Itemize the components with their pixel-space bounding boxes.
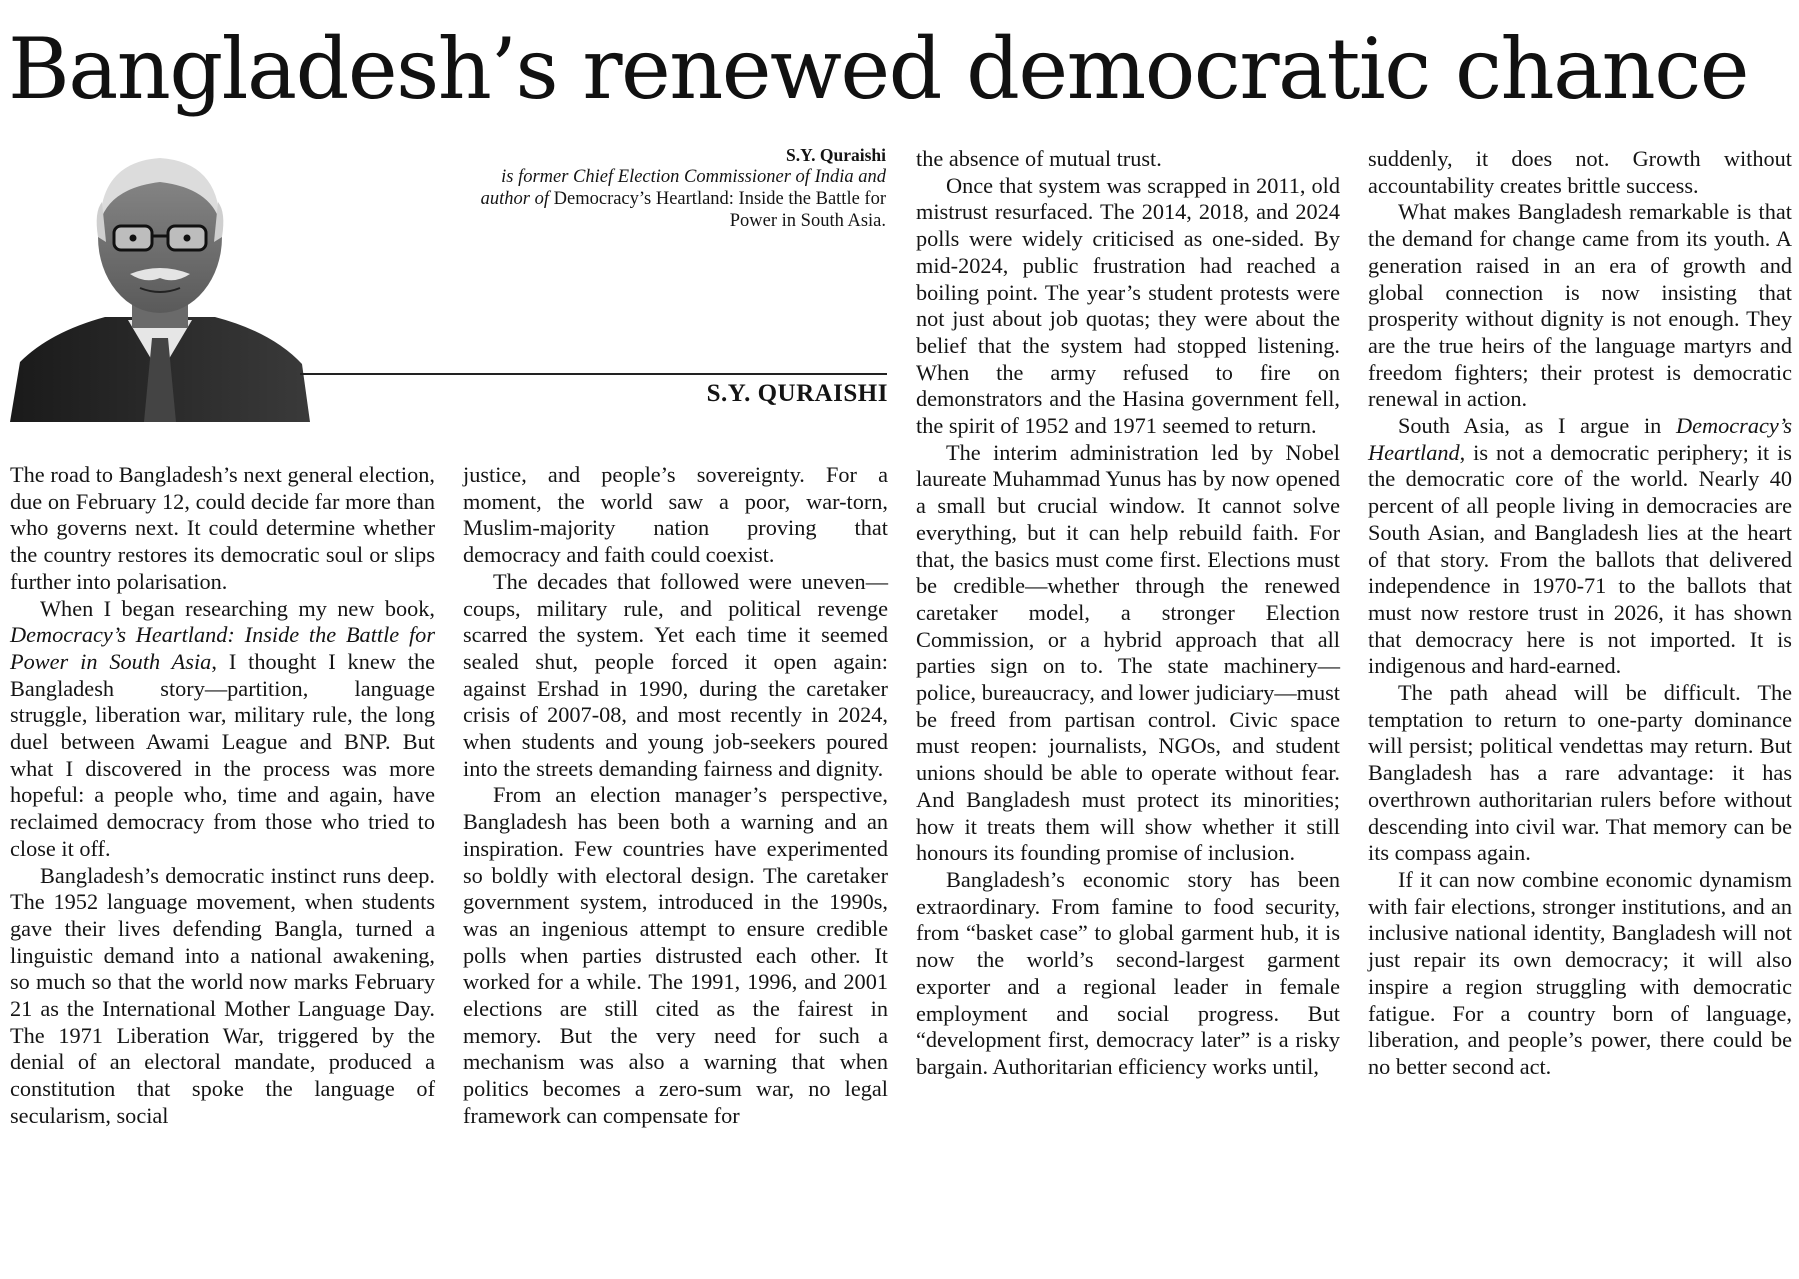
article-column-2 — [463, 462, 888, 1130]
paragraph: Bangladesh’s economic story has been extraordinary. From famine to food security, from “basket case” to global garment hub, it is now the world’s second-largest garment exporter and a regional leader in female employment and social progress. But “development first, democracy later” is a risky bargain. Authoritarian efficiency works until, — [916, 866, 1340, 1079]
book-title-italic: Democracy’s Heartland: Inside the Battle for Power in South Asia — [10, 622, 435, 674]
author-role: is former Chief Election Commissioner of India and author of — [480, 167, 886, 209]
book-title-italic: Democracy’s Heartland — [1368, 413, 1792, 465]
article-column-3 — [916, 146, 1340, 1081]
paragraph: The interim administration led by Nobel laureate Muhammad Yunus has by now opened a small but crucial window. It cannot solve everything, but it can help rebuild faith. For that, the basics must come first. Elections must be credible—whether through the renewed caretaker model, a stronger Election Commission, or a hybrid approach that all parties sign on to. The state machinery—police, bureaucracy, and lower judiciary—must be freed from partisan control. Civic space must reopen: journalists, NGOs, and student unions should be able to operate without fear. And Bangladesh must protect its minorities; how it treats them will show whether it still honours its founding promise of inclusion. — [916, 439, 1340, 866]
paragraph: the absence of mutual trust. — [916, 146, 1162, 171]
text-run: South Asia, as I argue in — [1398, 413, 1676, 439]
paragraph: If it can now combine economic dynamism with fair elections, stronger institutions, and an inclusive national identity, Bangladesh will not just repair its own democracy; it will also inspire a region struggling with democratic fatigue. For a country born of language, liberation, and people’s power, there could be no better second act. — [1368, 866, 1792, 1079]
paragraph: The decades that followed were uneven—coups, military rule, and political revenge scarred the system. Yet each time it seemed sealed shut, people forced it open again: against Ershad in 1990, during the caretaker crisis of 2007-08, and most recently in 2024, when students and young job-seekers poured into the streets demanding fairness and dignity. — [463, 568, 888, 781]
article-column-4 — [1368, 146, 1792, 1081]
paragraph: The road to Bangladesh’s next general election, due on February 12, could decide far more than who governs next. It could determine whether the country restores its democratic soul or slips further into polarisation. — [10, 462, 435, 594]
text-run: , I thought I knew the Bangladesh story—partition, language struggle, liberation war, military rule, the long duel between Awami League and BNP. But what I discovered in the process was more hopeful: a people who, time and again, have reclaimed democracy from those who tried to close it off. — [10, 648, 435, 861]
author-info — [480, 144, 886, 232]
text-run: When I began researching my new book, — [40, 595, 435, 621]
paragraph: suddenly, it does not. Growth without accountability creates brittle success. — [1368, 146, 1792, 198]
headline: Bangladesh’s renewed democratic chance — [8, 20, 1749, 118]
paragraph: Bangladesh’s democratic instinct runs deep. The 1952 language movement, when students gave their lives defending Bangla, turned a linguistic demand into a national awakening, so much so that the world now marks February 21 as the International Mother Language Day. The 1971 Liberation War, triggered by the denial of an electoral mandate, produced a constitution that spoke the language of secularism, social — [10, 862, 435, 1128]
paragraph: The path ahead will be difficult. The temptation to return to one-party dominance will persist; political vendettas may return. But Bangladesh has a rare advantage: it has overthrown authoritarian rulers before without descending into civil war. That memory can be its compass again. — [1368, 680, 1792, 866]
text-run: , is not a democratic periphery; it is the democratic core of the world. Nearly 40 percent of all people living in democracies are South Asian, and Bangladesh lies at the heart of that story. From the ballots that delivered independence in 1970-71 to the ballots that must now restore trust in 2026, it has shown that democracy here is not imported. It is indigenous and hard-earned. — [1368, 439, 1792, 679]
author-description — [480, 166, 886, 232]
author-photo — [10, 142, 310, 422]
paragraph: Once that system was scrapped in 2011, old mistrust resurfaced. The 2014, 2018, and 2024 polls were widely criticised as one-sided. By mid-2024, public frustration had reached a boiling point. The year’s student protests were not just about job quotas; they were about the belief that the system had stopped listening. When the army refused to fire on demonstrators and the Hasina government fell, the spirit of 1952 and 1971 seemed to return. — [916, 172, 1340, 439]
paragraph — [10, 596, 435, 863]
article-column-1 — [10, 462, 435, 1130]
author-name: S.Y. Quraishi — [785, 145, 886, 165]
author-signature: S.Y. QURAISHI — [706, 380, 888, 407]
paragraph: justice, and people’s sovereignty. For a moment, the world saw a poor, war-torn, Muslim-majority nation proving that democracy and faith could coexist. — [463, 462, 888, 568]
paragraph — [1368, 413, 1792, 680]
author-book-title: Democracy’s Heartland: Inside the Battle for Power in South Asia. — [553, 189, 886, 231]
byline-divider — [300, 373, 887, 375]
paragraph: What makes Bangladesh remarkable is that the demand for change came from its youth. A generation raised in an era of growth and global connection is now insisting that prosperity without dignity is not enough. They are the true heirs of the language martyrs and freedom fighters; their protest is democratic renewal in action. — [1368, 199, 1792, 412]
paragraph: From an election manager’s perspective, Bangladesh has been both a warning and an inspiration. Few countries have experimented so boldly with electoral design. The caretaker government system, introduced in the 1990s, was an ingenious attempt to ensure credible polls when parties distrusted each other. It worked for a while. The 1991, 1996, and 2001 elections are still cited as the fairest in memory. But the very need for such a mechanism was also a warning that when politics becomes a zero-sum war, no legal framework can compensate for — [463, 782, 888, 1128]
